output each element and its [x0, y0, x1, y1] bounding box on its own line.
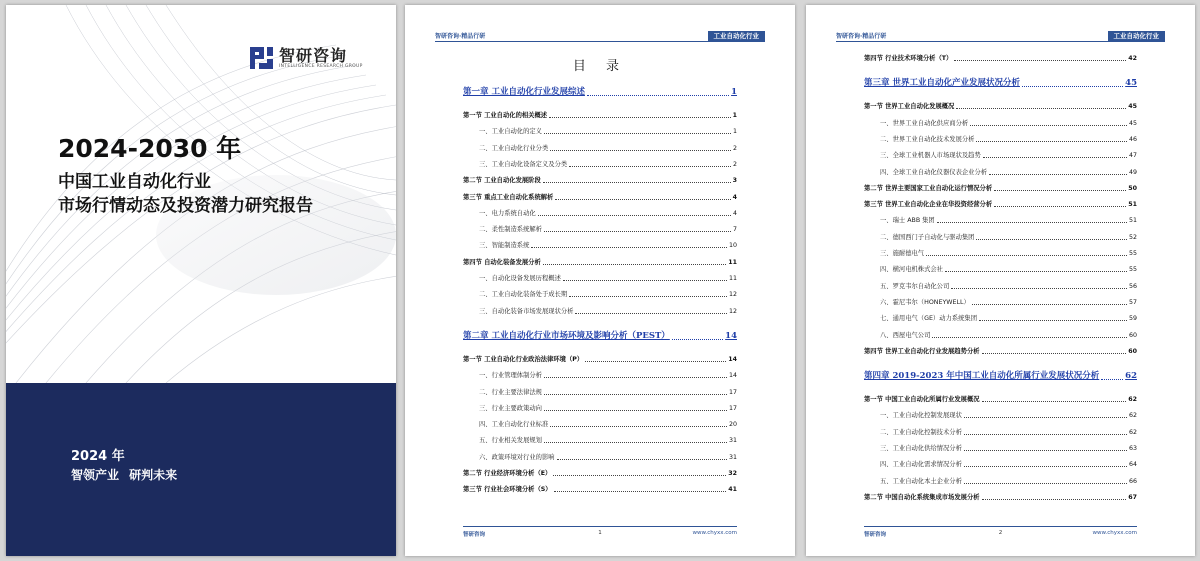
- toc-entry-page: 59: [1128, 315, 1137, 323]
- page-number: 1: [598, 530, 602, 536]
- toc-entry-page: 45: [1128, 103, 1137, 111]
- toc-leader-dots: [550, 150, 731, 151]
- toc-entry-page: 55: [1128, 266, 1137, 274]
- toc-section-entry[interactable]: [864, 493, 1137, 502]
- toc-title: 目 录: [572, 59, 628, 74]
- header-industry-tab: 工业自动化行业: [1108, 31, 1166, 41]
- toc-entry-page: 1: [731, 87, 737, 97]
- toc-entry-label: 七、通用电气（GE）动力系统集团: [880, 315, 978, 323]
- toc-entry-page: 3: [732, 177, 737, 185]
- toc-entry-page: 60: [1128, 347, 1137, 355]
- toc-entry-label: 三、工业自动化设备定义及分类: [479, 160, 568, 168]
- toc-entry-page: 14: [728, 355, 737, 363]
- toc-item-entry[interactable]: [463, 388, 737, 397]
- toc-leader-dots: [555, 199, 730, 200]
- toc-item-entry[interactable]: [864, 265, 1137, 274]
- toc-item-entry[interactable]: [463, 436, 737, 445]
- toc-leader-dots: [544, 442, 727, 443]
- header-brand: 智研咨询·精品行研: [836, 33, 887, 40]
- toc-section-entry[interactable]: [864, 102, 1137, 111]
- toc-entry-page: 62: [1125, 371, 1137, 382]
- toc-chapter-entry[interactable]: [463, 331, 737, 342]
- toc-leader-dots: [544, 410, 727, 411]
- toc-leader-dots: [964, 450, 1127, 451]
- toc-entry-page: 62: [1128, 428, 1137, 436]
- toc-chapter-entry[interactable]: [864, 371, 1137, 382]
- toc-entry-page: 57: [1128, 298, 1137, 306]
- toc-item-entry[interactable]: [463, 453, 737, 462]
- toc-leader-dots: [937, 222, 1127, 223]
- report-title-line1: 中国工业自动化行业: [58, 172, 211, 192]
- toc-entry-page: 1: [732, 112, 737, 119]
- toc-leader-dots: [964, 434, 1127, 435]
- toc-leader-dots: [932, 337, 1127, 338]
- footer-rule: [864, 526, 1137, 527]
- toc-section-entry[interactable]: [864, 184, 1137, 193]
- toc-leader-dots: [945, 271, 1127, 272]
- page-header: [836, 31, 1165, 45]
- cover-artwork: [6, 5, 396, 383]
- toc-leader-dots: [554, 491, 727, 492]
- toc-entry-label: 四、工业自动化行业标准: [479, 421, 549, 429]
- toc-entry-page: 41: [728, 486, 737, 494]
- toc-section-entry[interactable]: [463, 111, 737, 120]
- toc-item-entry[interactable]: [463, 371, 737, 380]
- toc-entry-label: 第四节 世界工业自动化行业发展趋势分析: [864, 347, 980, 355]
- toc-leader-dots: [982, 353, 1127, 354]
- toc-entry-label: 第三节 重点工业自动化系统解析: [463, 193, 554, 201]
- company-logo: [249, 45, 363, 71]
- footer-rule: [463, 526, 737, 527]
- toc-leader-dots: [976, 141, 1127, 142]
- toc-leader-dots: [970, 125, 1127, 126]
- toc-leader-dots: [976, 239, 1127, 240]
- toc-entry-page: 50: [1128, 184, 1137, 192]
- toc-leader-dots: [982, 499, 1127, 500]
- toc-item-entry[interactable]: [463, 290, 737, 299]
- toc-leader-dots: [972, 304, 1127, 305]
- toc-entry-label: 三、自动化装备市场发展现状分析: [479, 307, 574, 315]
- toc-entry-page: 4: [732, 193, 737, 201]
- toc-entry-label: 二、工业自动化装备处于成长期: [479, 291, 568, 299]
- toc-item-entry[interactable]: [463, 209, 737, 218]
- toc-entry-page: 11: [728, 275, 737, 282]
- toc-entry-label: 三、智能制造系统: [479, 242, 530, 250]
- toc-entry-label: 第四节 行业技术环境分析（T）: [864, 55, 953, 62]
- report-year-range: 2024-2030 年: [58, 134, 242, 163]
- toc-entry-label: 三、施耐德电气: [880, 250, 925, 257]
- toc-leader-dots: [531, 247, 727, 248]
- toc-entry-label: 第三节 行业社会环境分析（S）: [463, 486, 552, 494]
- toc-item-entry[interactable]: [463, 225, 737, 234]
- toc-leader-dots: [543, 264, 726, 265]
- toc-entry-page: 31: [728, 437, 737, 445]
- toc-entry-label: 一、工业自动化的定义: [479, 128, 542, 136]
- toc-item-entry[interactable]: [864, 477, 1137, 486]
- toc-entry-page: 20: [728, 421, 737, 429]
- toc-item-entry[interactable]: [864, 314, 1137, 323]
- toc-entry-page: 14: [728, 372, 737, 380]
- toc-section-entry[interactable]: [463, 176, 737, 185]
- toc-entry-label: 一、工业自动化控制发展现状: [880, 412, 962, 420]
- toc-entry-label: 第二节 中国自动化系统集成市场发展分析: [864, 493, 980, 501]
- toc-entry-page: 52: [1128, 233, 1137, 241]
- toc-item-entry[interactable]: [864, 444, 1137, 453]
- toc-leader-dots: [964, 466, 1127, 467]
- toc-entry-page: 12: [728, 307, 737, 315]
- toc-entry-label: 二、工业自动化行业分类: [479, 144, 549, 152]
- toc-section-entry[interactable]: [463, 193, 737, 202]
- toc-item-entry[interactable]: [463, 404, 737, 413]
- toc-entry-page: 14: [725, 330, 737, 341]
- toc-entry-page: 7: [732, 226, 737, 234]
- toc-item-entry[interactable]: [864, 151, 1137, 160]
- toc-entry-page: 12: [728, 291, 737, 299]
- toc-entry-page: 55: [1128, 250, 1137, 257]
- page-header: [435, 31, 765, 45]
- toc-entry-label: 五、行业相关发展规划: [479, 437, 542, 445]
- report-title-line2: 市场行情动态及投资潜力研究报告: [58, 196, 313, 216]
- toc-leader-dots: [989, 174, 1127, 175]
- toc-item-entry[interactable]: [463, 274, 737, 283]
- toc-leader-dots: [979, 320, 1127, 321]
- toc-leader-dots: [585, 361, 726, 362]
- toc-leader-dots: [954, 60, 1126, 61]
- toc-entry-page: 66: [1128, 477, 1137, 485]
- header-rule: [435, 41, 765, 42]
- toc-item-entry[interactable]: [463, 144, 737, 153]
- toc-leader-dots: [926, 255, 1127, 256]
- footer-website[interactable]: www.chyxx.com: [692, 530, 737, 536]
- toc-entry-page: 2: [732, 144, 737, 152]
- toc-item-entry[interactable]: [864, 428, 1137, 437]
- toc-entry-label: 二、行业主要法律法规: [479, 388, 542, 396]
- page-footer: [864, 526, 1137, 542]
- toc-item-entry[interactable]: [864, 298, 1137, 307]
- toc-section-entry[interactable]: [463, 355, 737, 364]
- toc-entry-label: 第三章 世界工业自动化产业发展状况分析: [864, 78, 1020, 89]
- toc-leader-dots: [557, 459, 727, 460]
- toc-entry-label: 一、行业管理体制分析: [479, 372, 542, 380]
- toc-entry-label: 第二章 工业自动化行业市场环境及影响分析（PEST）: [463, 330, 670, 341]
- toc-entry-label: 八、西屋电气公司: [880, 331, 931, 339]
- toc-chapter-entry[interactable]: [463, 87, 737, 98]
- toc-leader-dots: [964, 417, 1127, 418]
- toc-leader-dots: [538, 215, 731, 216]
- toc-entry-label: 三、行业主要政策动向: [479, 404, 542, 412]
- toc-leader-dots: [587, 95, 729, 96]
- toc-leader-dots: [672, 339, 723, 340]
- cover-band: [6, 383, 396, 556]
- toc-entry-page: 32: [728, 470, 737, 477]
- logo-mark-icon: [249, 45, 275, 71]
- toc-leader-dots: [994, 190, 1126, 191]
- report-slogan: 智领产业 研判未来: [71, 468, 178, 482]
- toc-item-entry[interactable]: [463, 420, 737, 429]
- toc-entry-label: 一、自动化设备发展历程概述: [479, 275, 561, 282]
- toc-entry-page: 46: [1128, 135, 1137, 143]
- toc-entry-label: 第四章 2019-2023 年中国工业自动化所属行业发展状况分析: [864, 371, 1100, 382]
- toc-section-entry[interactable]: [463, 258, 737, 267]
- toc-leader-dots: [964, 483, 1127, 484]
- header-brand: 智研咨询·精品行研: [435, 33, 486, 40]
- toc-entry-label: 第二节 工业自动化发展阶段: [463, 177, 541, 185]
- toc-entry-label: 六、政策环境对行业的影响: [479, 453, 555, 461]
- toc-entry-page: 62: [1128, 412, 1137, 420]
- toc-entry-label: 二、工业自动化控制技术分析: [880, 428, 962, 436]
- toc-entry-label: 三、全球工业机器人市场现状及趋势: [880, 152, 981, 160]
- header-industry-tab: 工业自动化行业: [708, 31, 766, 41]
- toc-entry-page: 62: [1128, 396, 1137, 404]
- toc-entry-page: 4: [732, 209, 737, 217]
- toc-section-entry[interactable]: [864, 347, 1137, 356]
- logo-name: 智研咨询: [279, 46, 348, 65]
- toc-leader-dots: [983, 157, 1127, 158]
- toc-entry-page: 67: [1128, 493, 1137, 501]
- toc-entry-label: 一、瑞士 ABB 集团: [880, 217, 935, 225]
- toc-entry-label: 五、工业自动化本土企业分析: [880, 477, 962, 485]
- footer-brand: 智研咨询: [864, 532, 887, 538]
- toc-section-entry[interactable]: [864, 54, 1137, 63]
- toc-entry-label: 第二节 行业经济环境分析（E）: [463, 470, 552, 477]
- toc-entry-page: 64: [1128, 461, 1137, 469]
- toc-item-entry[interactable]: [864, 233, 1137, 242]
- toc-entry-label: 二、柔性制造系统解析: [479, 226, 542, 234]
- toc-entry-label: 第四节 自动化装备发展分析: [463, 258, 541, 266]
- toc-section-entry[interactable]: [463, 485, 737, 494]
- toc-entry-page: 51: [1128, 201, 1137, 209]
- toc-page-2: [806, 5, 1195, 556]
- toc-item-entry[interactable]: [864, 331, 1137, 340]
- toc-leader-dots: [550, 426, 727, 427]
- toc-item-entry[interactable]: [864, 119, 1137, 128]
- logo-subtitle: INTELLIGENCE RESEARCH GROUP: [279, 64, 363, 69]
- page-number: 2: [998, 530, 1003, 536]
- toc-entry-page: 45: [1125, 78, 1137, 89]
- toc-entry-label: 四、全球工业自动化仪器仪表企业分析: [880, 168, 988, 176]
- toc-entry-label: 第一节 工业自动化的相关概述: [463, 112, 548, 119]
- toc-item-entry[interactable]: [864, 168, 1137, 177]
- toc-leader-dots: [956, 108, 1126, 109]
- toc-leader-dots: [575, 313, 727, 314]
- footer-brand: 智研咨询: [463, 532, 486, 538]
- toc-leader-dots: [951, 288, 1127, 289]
- toc-section-entry[interactable]: [864, 200, 1137, 209]
- toc-entry-label: 五、罗克韦尔自动化公司: [880, 282, 950, 290]
- toc-item-entry[interactable]: [463, 160, 737, 169]
- toc-item-entry[interactable]: [463, 127, 737, 136]
- toc-item-entry[interactable]: [864, 282, 1137, 291]
- toc-item-entry[interactable]: [864, 249, 1137, 258]
- toc-entry-page: 45: [1128, 119, 1137, 127]
- toc-entry-label: 一、世界工业自动化供应商分析: [880, 119, 969, 127]
- toc-entry-page: 56: [1128, 282, 1137, 290]
- toc-item-entry[interactable]: [864, 135, 1137, 144]
- toc-entry-page: 51: [1128, 217, 1137, 225]
- page-footer: [463, 526, 737, 542]
- toc-entry-label: 四、横河电机株式会社: [880, 266, 943, 274]
- toc-entry-label: 四、工业自动化需求情况分析: [880, 461, 962, 469]
- toc-leader-dots: [1022, 86, 1123, 87]
- toc-entry-label: 二、德国西门子自动化与驱动集团: [880, 233, 975, 241]
- toc-entry-label: 第一章 工业自动化行业发展综述: [463, 87, 585, 97]
- toc-entry-page: 63: [1128, 445, 1137, 452]
- toc-leader-dots: [982, 401, 1127, 402]
- toc-leader-dots: [569, 166, 731, 167]
- toc-entry-page: 11: [728, 258, 737, 266]
- toc-leader-dots: [544, 394, 727, 395]
- toc-entry-page: 49: [1128, 168, 1137, 176]
- toc-leader-dots: [544, 231, 731, 232]
- toc-leader-dots: [544, 133, 731, 134]
- toc-entry-label: 一、电力系统自动化: [479, 209, 536, 217]
- toc-entry-label: 三、工业自动化供给情况分析: [880, 445, 962, 452]
- toc-entry-page: 31: [728, 453, 737, 461]
- toc-section-entry[interactable]: [463, 469, 737, 478]
- toc-leader-dots: [543, 182, 731, 183]
- report-date: 2024 年: [71, 449, 125, 464]
- toc-item-entry[interactable]: [864, 411, 1137, 420]
- toc-entry-label: 二、世界工业自动化技术发展分析: [880, 135, 975, 143]
- toc-entry-page: 2: [732, 160, 737, 168]
- toc-entry-page: 17: [728, 404, 737, 412]
- toc-leader-dots: [544, 377, 727, 378]
- toc-entry-page: 17: [728, 388, 737, 396]
- toc-entry-page: 10: [728, 242, 737, 250]
- toc-leader-dots: [553, 475, 726, 476]
- cover-page: [6, 5, 396, 556]
- toc-entry-label: 第三节 世界工业自动化企业在华投资经营分析: [864, 201, 993, 209]
- toc-leader-dots: [563, 280, 727, 281]
- toc-entry-page: 60: [1128, 331, 1137, 339]
- toc-item-entry[interactable]: [463, 307, 737, 316]
- toc-page-1: [405, 5, 795, 556]
- toc-chapter-entry[interactable]: [864, 78, 1137, 89]
- footer-website[interactable]: www.chyxx.com: [1092, 530, 1137, 536]
- toc-entry-label: 第一节 中国工业自动化所属行业发展概况: [864, 396, 980, 404]
- toc-section-entry[interactable]: [864, 395, 1137, 404]
- toc-leader-dots: [994, 206, 1126, 207]
- toc-entry-label: 第一节 世界工业自动化发展概况: [864, 103, 955, 111]
- header-rule: [836, 41, 1165, 42]
- toc-entry-label: 六、霍尼韦尔（HONEYWELL）: [880, 298, 970, 306]
- toc-entry-page: 42: [1128, 55, 1137, 62]
- toc-item-entry[interactable]: [864, 460, 1137, 469]
- toc-entry-page: 47: [1128, 152, 1137, 160]
- toc-leader-dots: [569, 296, 727, 297]
- toc-item-entry[interactable]: [463, 241, 737, 250]
- toc-item-entry[interactable]: [864, 216, 1137, 225]
- toc-entry-label: 第二节 世界主要国家工业自动化运行情况分析: [864, 184, 993, 192]
- toc-entry-label: 第一节 工业自动化行业政治法律环境（P）: [463, 355, 584, 363]
- toc-leader-dots: [549, 117, 731, 118]
- toc-leader-dots: [1101, 379, 1123, 380]
- toc-entry-page: 1: [732, 128, 737, 136]
